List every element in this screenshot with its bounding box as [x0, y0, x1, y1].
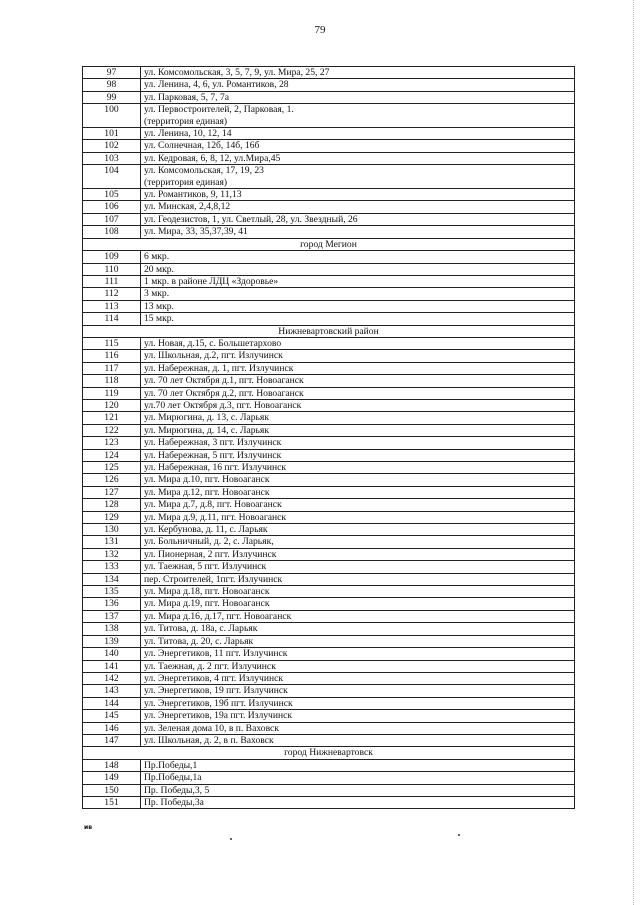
address-line: ул. Мира д.16, д.17, пгт. Новоаганск	[144, 610, 292, 622]
section-header-row	[83, 238, 575, 250]
table-row	[83, 313, 575, 325]
row-number: 123	[83, 437, 141, 449]
page-number: 79	[314, 24, 326, 36]
address-cell	[141, 337, 575, 349]
address-line: ул. Титова, д. 18а, с. Ларьяк	[144, 623, 258, 635]
row-number: 133	[83, 561, 141, 573]
row-number: 142	[83, 672, 141, 684]
table-row	[83, 536, 575, 548]
address-cell	[141, 412, 575, 424]
table-row	[83, 251, 575, 263]
address-line: ул. Энергетиков, 19б пгт. Излучинск	[144, 697, 293, 709]
table-row	[83, 784, 575, 796]
table-row	[83, 710, 575, 722]
address-cell	[141, 387, 575, 399]
address-line: ул. Мира, 33, 35,37,39, 41	[144, 226, 248, 238]
address-line: ул. 70 лет Октября д.2, пгт. Новоаганск	[144, 387, 304, 399]
address-cell	[141, 772, 575, 784]
row-number: 108	[83, 226, 141, 238]
address-line: ул. Набережная, д. 1, пгт. Излучинск	[144, 362, 294, 374]
address-line: ул. Мирюгина, д. 13, с. Ларьяк	[144, 412, 269, 424]
section-header-row	[83, 325, 575, 337]
address-line: ул. Новая, д.15, с. Большетархово	[144, 337, 282, 349]
address-cell	[141, 784, 575, 796]
table-row	[83, 350, 575, 362]
row-number: 136	[83, 598, 141, 610]
row-number: 125	[83, 462, 141, 474]
address-cell	[141, 598, 575, 610]
address-line: ул. Солнечная, 12б, 14б, 16б	[144, 140, 260, 152]
row-number: 103	[83, 152, 141, 164]
address-cell	[141, 623, 575, 635]
table-row	[83, 263, 575, 275]
address-line: ул. Ленина, 4, 6, ул. Романтиков, 28	[144, 79, 289, 91]
row-number: 127	[83, 486, 141, 498]
row-number: 151	[83, 796, 141, 808]
table-row	[83, 275, 575, 287]
address-line: ул. Таежная, д. 2 пгт. Излучинск	[144, 660, 276, 672]
address-cell	[141, 548, 575, 560]
table-row	[83, 772, 575, 784]
table-row	[83, 672, 575, 684]
address-line: Пр. Победы,3, 5	[144, 784, 210, 796]
section-title: Нижневартовский район	[83, 325, 575, 337]
address-line: 13 мкр.	[144, 300, 174, 312]
address-cell	[141, 573, 575, 585]
address-line: Пр.Победы,1а	[144, 772, 202, 784]
table-row	[83, 104, 575, 128]
table-row	[83, 759, 575, 771]
row-number: 105	[83, 189, 141, 201]
address-cell	[141, 710, 575, 722]
address-cell	[141, 140, 575, 152]
table-row	[83, 660, 575, 672]
address-cell	[141, 362, 575, 374]
address-line: ул. Геодезистов, 1, ул. Светлый, 28, ул. Звездный, 26	[144, 213, 358, 225]
address-cell	[141, 635, 575, 647]
address-line: ул. Мира д.9, д.11, пгт. Новоаганск	[144, 511, 287, 523]
address-line: ул. Ленина, 10, 12, 14	[144, 128, 232, 140]
table-row	[83, 189, 575, 201]
address-cell	[141, 399, 575, 411]
table-row	[83, 648, 575, 660]
row-number: 116	[83, 350, 141, 362]
address-cell	[141, 672, 575, 684]
address-cell	[141, 648, 575, 660]
address-cell	[141, 610, 575, 622]
address-cell	[141, 524, 575, 536]
scan-edge-line	[632, 0, 634, 905]
address-cell	[141, 263, 575, 275]
address-line: ул. Романтиков, 9, 11,13	[144, 189, 242, 201]
table-row	[83, 412, 575, 424]
table-row	[83, 499, 575, 511]
address-line: (территория единая)	[144, 115, 228, 127]
table-row	[83, 165, 575, 189]
address-cell	[141, 152, 575, 164]
address-cell	[141, 759, 575, 771]
address-line: ул. Набережная, 16 пгт. Излучинск	[144, 462, 287, 473]
row-number: 135	[83, 586, 141, 598]
row-number: 130	[83, 524, 141, 536]
address-cell	[141, 128, 575, 140]
row-number: 112	[83, 288, 141, 300]
row-number: 121	[83, 412, 141, 424]
address-line: ул. Зеленая дома 10, в п. Ваховск	[144, 722, 279, 734]
row-number: 150	[83, 784, 141, 796]
row-number: 98	[83, 79, 141, 91]
table-row	[83, 337, 575, 349]
address-cell	[141, 189, 575, 201]
address-cell	[141, 586, 575, 598]
row-number: 110	[83, 263, 141, 275]
address-cell	[141, 213, 575, 225]
address-line: ул. Больничный, д. 2, с. Ларьяк,	[144, 536, 274, 548]
address-cell	[141, 796, 575, 808]
row-number: 99	[83, 91, 141, 103]
row-number: 144	[83, 697, 141, 709]
address-cell	[141, 511, 575, 523]
address-line: ул. Парковая, 5, 7, 7а	[144, 91, 230, 103]
address-line: 6 мкр.	[144, 251, 170, 263]
address-line: ул.70 лет Октября д.3, пгт. Новоаганск	[144, 399, 302, 411]
address-line: 15 мкр.	[144, 313, 174, 325]
table-row	[83, 213, 575, 225]
table-row	[83, 449, 575, 461]
address-cell	[141, 424, 575, 436]
address-line: ул. Набережная, 5 пгт. Излучинск	[144, 449, 282, 461]
table-row	[83, 697, 575, 709]
table-row	[83, 524, 575, 536]
address-cell	[141, 67, 575, 79]
address-line: пер. Строителей, 1пгт. Излучинск	[144, 573, 283, 585]
address-line: Пр.Победы,1	[144, 759, 198, 771]
table-row	[83, 474, 575, 486]
address-cell	[141, 722, 575, 734]
address-cell	[141, 165, 575, 189]
address-line: 3 мкр.	[144, 288, 170, 300]
row-number: 100	[83, 104, 141, 128]
address-cell	[141, 275, 575, 287]
address-cell	[141, 734, 575, 746]
address-line: ул. 70 лет Октября д.1, пгт. Новоаганск	[144, 375, 304, 387]
address-line: ул. Энергетиков, 4 пгт. Излучинск	[144, 672, 284, 684]
row-number: 120	[83, 399, 141, 411]
table-row	[83, 128, 575, 140]
address-line: ул. Мира д.12, пгт. Новоаганск	[144, 486, 270, 498]
row-number: 113	[83, 300, 141, 312]
address-cell	[141, 251, 575, 263]
section-title: город Нижневартовск	[83, 747, 575, 759]
address-line: ул. Первостроителей, 2, Парковая, 1.	[144, 104, 294, 116]
row-number: 134	[83, 573, 141, 585]
table-row	[83, 140, 575, 152]
table-row	[83, 462, 575, 474]
address-cell	[141, 104, 575, 128]
address-cell	[141, 660, 575, 672]
table-row	[83, 152, 575, 164]
address-cell	[141, 499, 575, 511]
address-cell	[141, 462, 575, 474]
row-number: 145	[83, 710, 141, 722]
address-line: ул. Мира д.10, пгт. Новоаганск	[144, 474, 270, 486]
address-cell	[141, 300, 575, 312]
address-cell	[141, 486, 575, 498]
row-number: 140	[83, 648, 141, 660]
row-number: 149	[83, 772, 141, 784]
address-line: ул. Кедровая, 6, 8, 12, ул.Мира,45	[144, 152, 281, 164]
row-number: 143	[83, 685, 141, 697]
row-number: 117	[83, 362, 141, 374]
table-row	[83, 91, 575, 103]
row-number: 126	[83, 474, 141, 486]
address-cell	[141, 474, 575, 486]
row-number: 138	[83, 623, 141, 635]
address-cell	[141, 437, 575, 449]
row-number: 148	[83, 759, 141, 771]
row-number: 119	[83, 387, 141, 399]
footer-mark: ив	[84, 824, 93, 831]
address-cell	[141, 536, 575, 548]
row-number: 101	[83, 128, 141, 140]
table-row	[83, 598, 575, 610]
address-line: ул. Мира д.18, пгт. Новоаганск	[144, 586, 270, 598]
table-body	[83, 67, 575, 809]
section-title: город Мегион	[83, 238, 575, 250]
address-line: ул. Энергетиков, 19 пгт. Излучинск	[144, 685, 288, 697]
address-line: ул. Минская, 2,4,8,12	[144, 201, 231, 213]
row-number: 137	[83, 610, 141, 622]
address-cell	[141, 79, 575, 91]
row-number: 122	[83, 424, 141, 436]
table-row	[83, 79, 575, 91]
address-cell	[141, 449, 575, 461]
table-row	[83, 586, 575, 598]
address-line: ул. Энергетиков, 19а пгт. Излучинск	[144, 710, 293, 722]
address-cell	[141, 697, 575, 709]
row-number: 146	[83, 722, 141, 734]
row-number: 131	[83, 536, 141, 548]
address-line: ул. Энергетиков, 11 пгт. Излучинск	[144, 648, 288, 660]
table-row	[83, 67, 575, 79]
address-cell	[141, 313, 575, 325]
table-row	[83, 734, 575, 746]
row-number: 106	[83, 201, 141, 213]
address-line: 20 мкр.	[144, 263, 174, 275]
row-number: 147	[83, 734, 141, 746]
address-line: ул. Школьная, д.2, пгт. Излучинск	[144, 350, 283, 362]
row-number: 107	[83, 213, 141, 225]
address-line: ул. Школьная, д. 2, в п. Ваховск	[144, 734, 274, 746]
address-line: ул. Комсомольская, 17, 19, 23	[144, 165, 264, 177]
table-row	[83, 623, 575, 635]
row-number: 132	[83, 548, 141, 560]
table-row	[83, 561, 575, 573]
address-line: ул. Мира д.19, пгт. Новоаганск	[144, 598, 270, 610]
table-row	[83, 486, 575, 498]
row-number: 118	[83, 375, 141, 387]
table-row	[83, 399, 575, 411]
row-number: 139	[83, 635, 141, 647]
address-cell	[141, 91, 575, 103]
address-line: ул. Таежная, 5 пгт. Излучинск	[144, 561, 267, 573]
address-cell	[141, 288, 575, 300]
table-row	[83, 300, 575, 312]
address-line: ул. Кербунова, д. 11, с. Ларьяк	[144, 524, 268, 536]
row-number: 111	[83, 275, 141, 287]
table-row	[83, 437, 575, 449]
address-cell	[141, 350, 575, 362]
table-row	[83, 387, 575, 399]
row-number: 109	[83, 251, 141, 263]
row-number: 124	[83, 449, 141, 461]
table-row	[83, 362, 575, 374]
address-line: ул. Набережная, 3 пгт. Излучинск	[144, 437, 282, 449]
table-row	[83, 573, 575, 585]
table-row	[83, 288, 575, 300]
address-line: 1 мкр. в районе ЛДЦ «Здоровье»	[144, 275, 279, 287]
table-row	[83, 685, 575, 697]
row-number: 114	[83, 313, 141, 325]
row-number: 128	[83, 499, 141, 511]
address-line: (территория единая)	[144, 176, 228, 188]
table-row	[83, 226, 575, 238]
table-row	[83, 610, 575, 622]
row-number: 102	[83, 140, 141, 152]
scan-dot	[458, 834, 460, 836]
row-number: 97	[83, 67, 141, 79]
section-header-row	[83, 747, 575, 759]
address-line: Пр. Победы,3а	[144, 796, 204, 808]
row-number: 115	[83, 337, 141, 349]
table-row	[83, 511, 575, 523]
address-line: ул. Комсомольская, 3, 5, 7, 9, ул. Мира, 25, 27	[144, 67, 330, 78]
scan-dot	[230, 838, 232, 840]
address-cell	[141, 561, 575, 573]
table-row	[83, 201, 575, 213]
table-row	[83, 375, 575, 387]
address-line: ул. Мирюгина, д. 14, с. Ларьяк	[144, 424, 269, 436]
address-cell	[141, 226, 575, 238]
address-cell	[141, 201, 575, 213]
table-row	[83, 424, 575, 436]
address-line: ул. Пионерная, 2 пгт. Излучинск	[144, 548, 277, 560]
address-line: ул. Титова, д. 20, с. Ларьяк	[144, 635, 254, 647]
address-cell	[141, 685, 575, 697]
table-row	[83, 796, 575, 808]
address-cell	[141, 375, 575, 387]
address-table	[82, 66, 575, 809]
table-row	[83, 635, 575, 647]
table-row	[83, 548, 575, 560]
address-line: ул. Мира д.7, д.8, пгт. Новоаганск	[144, 499, 282, 511]
row-number: 141	[83, 660, 141, 672]
row-number: 129	[83, 511, 141, 523]
table-row	[83, 722, 575, 734]
row-number: 104	[83, 165, 141, 189]
